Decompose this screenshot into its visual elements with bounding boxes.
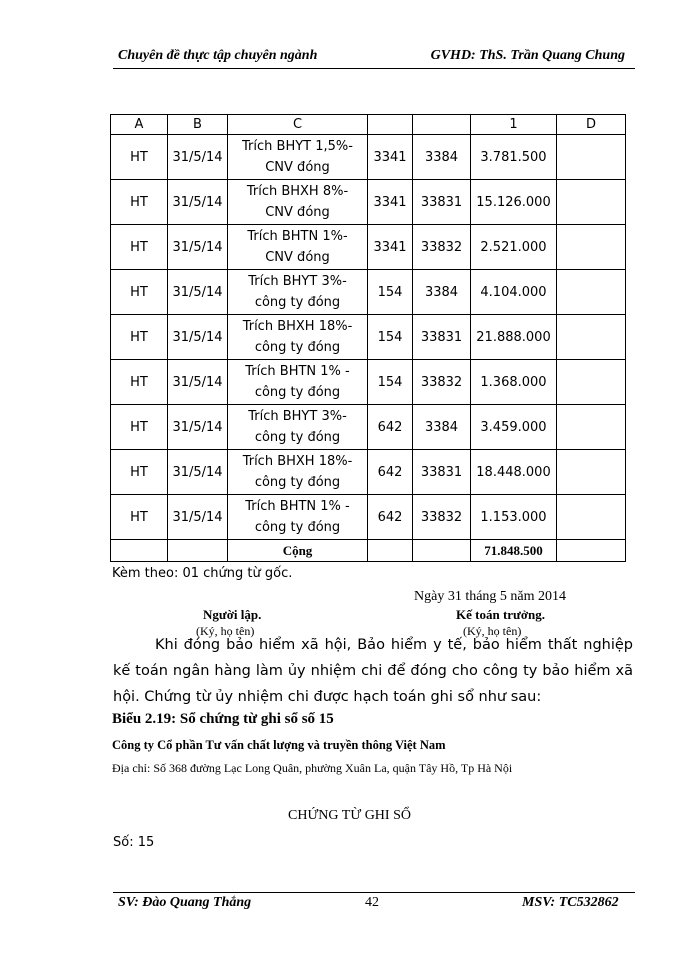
- cell-description: [228, 495, 368, 540]
- attachment-note: Kèm theo: 01 chứng từ gốc.: [112, 566, 293, 581]
- table-row: [111, 180, 626, 225]
- cell-empty: [111, 540, 168, 562]
- description-line-1: Trích BHYT 1,5%-: [242, 139, 353, 154]
- ledger-table: [110, 114, 626, 562]
- cell-amount: 1.368.000: [471, 360, 557, 405]
- cell-amount: 21.888.000: [471, 315, 557, 360]
- description-line-2: CNV đóng: [265, 205, 330, 220]
- table-row: [111, 360, 626, 405]
- column-header: D: [557, 115, 626, 135]
- cell-credit-account: 33832: [413, 360, 471, 405]
- cell-empty: [413, 540, 471, 562]
- description-line-1: Trích BHYT 3%-: [248, 409, 347, 424]
- cell-credit-account: 33831: [413, 450, 471, 495]
- cell-type: HT: [111, 180, 168, 225]
- cell-amount: 3.781.500: [471, 135, 557, 180]
- total-row: [111, 540, 626, 562]
- cell-debit-account: 154: [368, 315, 413, 360]
- table-row: [111, 135, 626, 180]
- description-line-2: công ty đóng: [254, 430, 341, 445]
- table-header-row: [111, 115, 626, 135]
- table-row: [111, 315, 626, 360]
- cell-date: 31/5/14: [168, 315, 228, 360]
- description-line-2: công ty đóng: [254, 295, 341, 310]
- footer-student: SV: Đào Quang Thắng: [118, 895, 252, 910]
- cell-amount: 2.521.000: [471, 225, 557, 270]
- cell-note: [557, 405, 626, 450]
- column-header: C: [228, 115, 368, 135]
- cell-amount: 3.459.000: [471, 405, 557, 450]
- document-title: CHỨNG TỪ GHI SỔ: [288, 808, 411, 823]
- column-header: B: [168, 115, 228, 135]
- cell-date: 31/5/14: [168, 405, 228, 450]
- cell-description: [228, 360, 368, 405]
- cell-description: [228, 270, 368, 315]
- cell-debit-account: 3341: [368, 180, 413, 225]
- cell-type: HT: [111, 360, 168, 405]
- cell-credit-account: 33831: [413, 315, 471, 360]
- footer-msv: MSV: TC532862: [522, 895, 619, 910]
- description-line-2: công ty đóng: [254, 385, 341, 400]
- description-line-2: công ty đóng: [254, 340, 341, 355]
- cell-description: [228, 135, 368, 180]
- cell-note: [557, 135, 626, 180]
- signer-right-title: Kế toán trưởng.: [456, 607, 546, 622]
- cell-date: 31/5/14: [168, 450, 228, 495]
- column-header: 1: [471, 115, 557, 135]
- cell-type: HT: [111, 495, 168, 540]
- cell-amount: 18.448.000: [471, 450, 557, 495]
- bieu-title: Biểu 2.19: Sổ chứng từ ghi sổ số 15: [112, 711, 334, 727]
- cell-amount: 15.126.000: [471, 180, 557, 225]
- cell-note: [557, 495, 626, 540]
- cell-note: [557, 270, 626, 315]
- cell-amount: 1.153.000: [471, 495, 557, 540]
- table-row: [111, 495, 626, 540]
- cell-amount: 4.104.000: [471, 270, 557, 315]
- cell-credit-account: 3384: [413, 270, 471, 315]
- cell-debit-account: 642: [368, 450, 413, 495]
- cell-note: [557, 225, 626, 270]
- cell-debit-account: 642: [368, 495, 413, 540]
- table-row: [111, 405, 626, 450]
- cell-date: 31/5/14: [168, 495, 228, 540]
- cell-empty: [368, 540, 413, 562]
- description-line-1: Trích BHYT 3%-: [248, 274, 347, 289]
- signer-right-note: (Ký, họ tên): [463, 624, 522, 638]
- cell-note: [557, 180, 626, 225]
- cell-type: HT: [111, 405, 168, 450]
- cell-credit-account: 33831: [413, 180, 471, 225]
- table-row: [111, 225, 626, 270]
- cell-credit-account: 33832: [413, 495, 471, 540]
- description-line-2: công ty đóng: [254, 520, 341, 535]
- description-line-1: Trích BHXH 8%-: [246, 184, 349, 199]
- header-left: Chuyên đề thực tập chuyên ngành: [118, 48, 318, 63]
- cell-debit-account: 154: [368, 360, 413, 405]
- cell-type: HT: [111, 225, 168, 270]
- date-line: Ngày 31 tháng 5 năm 2014: [414, 589, 567, 604]
- description-line-1: Trích BHTN 1%-: [247, 229, 348, 244]
- cell-debit-account: 3341: [368, 225, 413, 270]
- table-row: [111, 450, 626, 495]
- total-label: Cộng: [228, 540, 368, 562]
- cell-date: 31/5/14: [168, 270, 228, 315]
- cell-empty: [168, 540, 228, 562]
- cell-description: [228, 180, 368, 225]
- footer-rule: [113, 892, 635, 893]
- cell-description: [228, 450, 368, 495]
- description-line-1: Trích BHXH 18%-: [242, 319, 353, 334]
- column-header: [413, 115, 471, 135]
- header-right: GVHD: ThS. Trần Quang Chung: [430, 48, 625, 63]
- cell-debit-account: 3341: [368, 135, 413, 180]
- description-line-1: Trích BHTN 1% -: [245, 364, 350, 379]
- cell-type: HT: [111, 450, 168, 495]
- company-address: Địa chỉ: Số 368 đường Lạc Long Quân, phường Xuân La, quận Tây Hồ, Tp Hà Nội: [112, 761, 513, 775]
- column-header: A: [111, 115, 168, 135]
- signer-left-title: Người lập.: [203, 607, 262, 622]
- cell-description: [228, 405, 368, 450]
- total-amount: 71.848.500: [471, 540, 557, 562]
- company-name: Công ty Cổ phần Tư vấn chất lượng và truyền thông Việt Nam: [112, 738, 446, 752]
- cell-date: 31/5/14: [168, 360, 228, 405]
- cell-date: 31/5/14: [168, 225, 228, 270]
- description-line-2: công ty đóng: [254, 475, 341, 490]
- cell-date: 31/5/14: [168, 180, 228, 225]
- column-header: [368, 115, 413, 135]
- table-row: [111, 270, 626, 315]
- cell-description: [228, 225, 368, 270]
- page-header: [113, 48, 633, 66]
- description-line-1: Trích BHTN 1% -: [245, 499, 350, 514]
- cell-credit-account: 3384: [413, 135, 471, 180]
- cell-description: [228, 315, 368, 360]
- cell-debit-account: 154: [368, 270, 413, 315]
- cell-type: HT: [111, 135, 168, 180]
- signer-left-note: (Ký, họ tên): [196, 624, 255, 638]
- cell-note: [557, 450, 626, 495]
- document-number: Số: 15: [113, 835, 155, 850]
- cell-type: HT: [111, 270, 168, 315]
- cell-credit-account: 33832: [413, 225, 471, 270]
- cell-debit-account: 642: [368, 405, 413, 450]
- description-line-1: Trích BHXH 18%-: [242, 454, 353, 469]
- body-paragraph: Khi đóng bảo hiểm xã hội, Bảo hiểm y tế, bảo hiểm thất nghiệp kế toán ngân hàng làm ủy nhiệm chi để đóng cho công ty bảo hiểm xã hội. Chứng từ ủy nhiệm chi được hạch toán ghi sổ như sau:: [113, 637, 633, 705]
- cell-credit-account: 3384: [413, 405, 471, 450]
- cell-type: HT: [111, 315, 168, 360]
- page-number: 42: [365, 895, 379, 910]
- description-line-2: CNV đóng: [265, 250, 330, 265]
- description-line-2: CNV đóng: [265, 160, 330, 175]
- cell-note: [557, 315, 626, 360]
- cell-note: [557, 360, 626, 405]
- header-rule: [113, 68, 635, 69]
- cell-empty: [557, 540, 626, 562]
- cell-date: 31/5/14: [168, 135, 228, 180]
